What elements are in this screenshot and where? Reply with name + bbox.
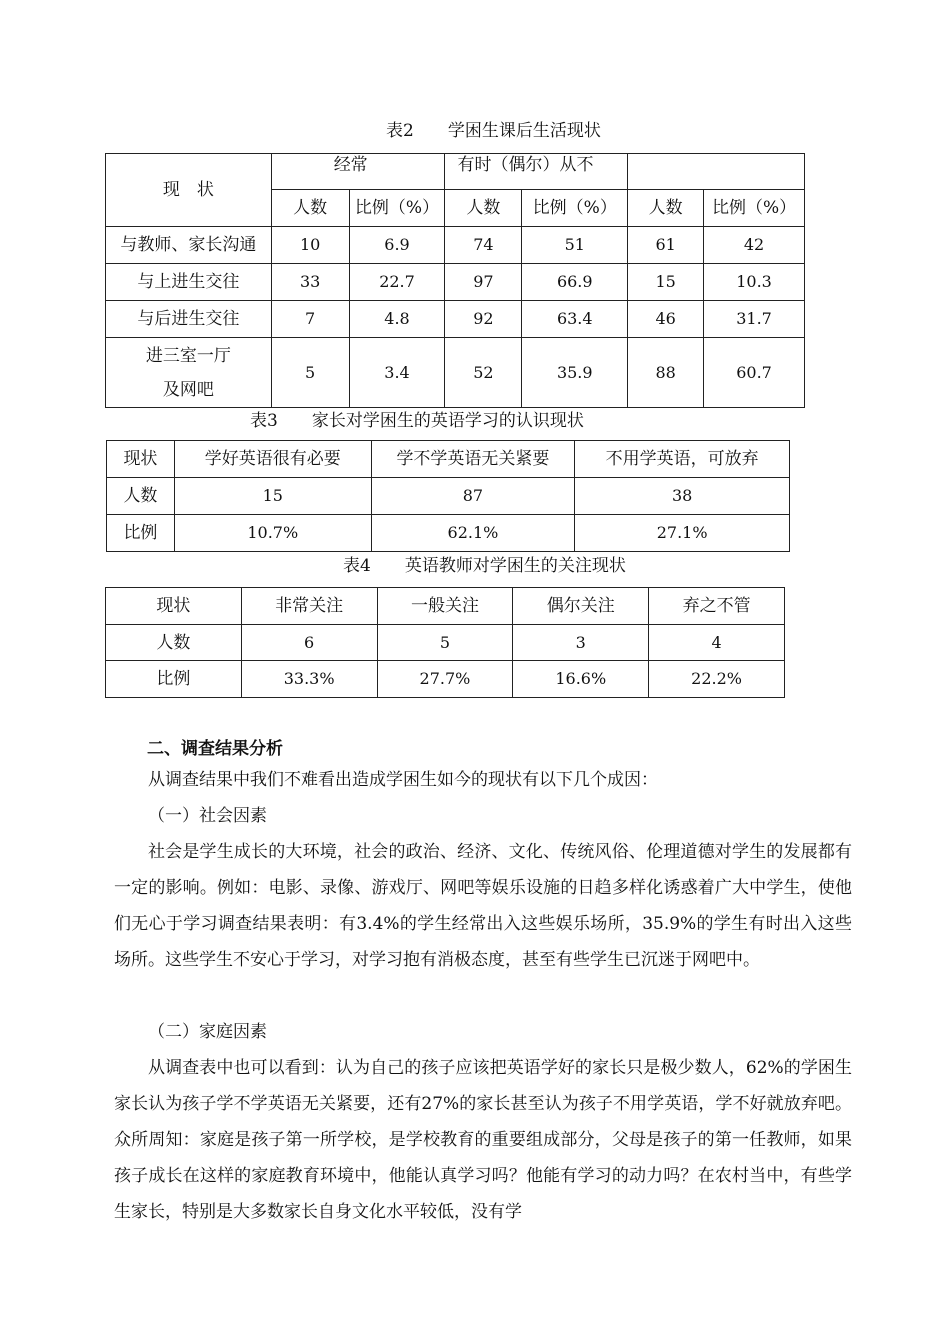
row-label: 与后进生交往	[106, 301, 272, 338]
table-header-cell: 弃之不管	[649, 588, 785, 625]
table-header-cell: 学不学英语无关紧要	[371, 441, 575, 478]
table-cell: 97	[445, 264, 522, 301]
row-label: 与教师、家长沟通	[106, 227, 272, 264]
table-cell: 87	[371, 478, 575, 515]
table2-subheader: 比例（%）	[704, 190, 805, 227]
row-label: 比例	[107, 515, 175, 552]
table-cell: 88	[628, 338, 704, 408]
subheading-family: （二）家庭因素	[148, 1022, 267, 1042]
table-row	[106, 227, 805, 264]
table-cell: 27.7%	[377, 661, 513, 698]
table-cell: 7	[271, 301, 349, 338]
paragraph-social: 社会是学生成长的大环境，社会的政治、经济、文化、传统风俗、伦理道德对学生的发展都有一定的影响。例如：电影、录像、游戏厅、网吧等娱乐设施的日趋多样化诱惑着广大中学生，使他们无心于学习调查结果表明：有3.4%的学生经常出入这些娱乐场所，35.9%的学生有时出入这些场所。这些学生不安心于学习，对学习抱有消极态度，甚至有些学生已沉迷于网吧中。	[114, 842, 852, 970]
table-cell: 74	[445, 227, 522, 264]
table3-caption: 表3 家长对学困生的英语学习的认识现状	[250, 411, 584, 431]
table2	[105, 153, 805, 408]
table-cell: 22.2%	[649, 661, 785, 698]
row-label	[106, 338, 272, 408]
table2-group-never	[628, 154, 805, 190]
row-label-line: 及网吧	[162, 379, 214, 400]
table-cell: 38	[575, 478, 790, 515]
table2-subheader: 人数	[271, 190, 349, 227]
table-cell: 3.4	[349, 338, 445, 408]
row-label-line: 进三室一厅	[145, 345, 231, 366]
table-cell: 33	[271, 264, 349, 301]
table2-subheader: 人数	[445, 190, 522, 227]
table-cell: 27.1%	[575, 515, 790, 552]
table-cell: 15	[174, 478, 371, 515]
table-header-cell: 现状	[106, 588, 242, 625]
table-cell: 6	[241, 625, 377, 661]
table-header-row	[106, 588, 785, 625]
table-cell: 51	[522, 227, 628, 264]
table-cell: 22.7	[349, 264, 445, 301]
table-cell: 31.7	[704, 301, 805, 338]
table4	[105, 587, 785, 698]
table-cell: 66.9	[522, 264, 628, 301]
table-header-cell: 不用学英语，可放弃	[575, 441, 790, 478]
table-cell: 4	[649, 625, 785, 661]
table-cell: 33.3%	[241, 661, 377, 698]
table-row	[107, 515, 790, 552]
table-cell: 61	[628, 227, 704, 264]
table-header-cell: 学好英语很有必要	[174, 441, 371, 478]
table-header-row	[107, 441, 790, 478]
table2-subheader: 人数	[628, 190, 704, 227]
table-header-cell: 现状	[107, 441, 175, 478]
table-header-cell: 偶尔关注	[513, 588, 649, 625]
table-row	[106, 625, 785, 661]
table2-caption: 表2 学困生课后生活现状	[386, 121, 601, 141]
table-cell: 10.3	[704, 264, 805, 301]
table-cell: 46	[628, 301, 704, 338]
table-cell: 63.4	[522, 301, 628, 338]
table-row	[106, 661, 785, 698]
table-row	[106, 264, 805, 301]
intro-paragraph: 从调查结果中我们不难看出造成学困生如今的现状有以下几个成因：	[148, 770, 658, 790]
table3	[106, 440, 790, 552]
table-cell: 62.1%	[371, 515, 575, 552]
table-cell: 3	[513, 625, 649, 661]
table-cell: 16.6%	[513, 661, 649, 698]
table-cell: 52	[445, 338, 522, 408]
section-heading: 二、调查结果分析	[147, 739, 283, 759]
table-row	[106, 301, 805, 338]
table-cell: 60.7	[704, 338, 805, 408]
table-cell: 5	[377, 625, 513, 661]
table-cell: 5	[271, 338, 349, 408]
table2-subheader: 比例（%）	[349, 190, 445, 227]
table4-caption: 表4 英语教师对学困生的关注现状	[343, 556, 626, 576]
table-cell: 15	[628, 264, 704, 301]
table-cell: 35.9	[522, 338, 628, 408]
row-label: 人数	[106, 625, 242, 661]
table-cell: 4.8	[349, 301, 445, 338]
table-cell: 10.7%	[174, 515, 371, 552]
table2-corner-cell: 现 状	[106, 154, 272, 227]
paragraph-family: 从调查表中也可以看到：认为自己的孩子应该把英语学好的家长只是极少数人，62%的学困生家长认为孩子学不学英语无关紧要，还有27%的家长甚至认为孩子不用学英语，学不好就放弃吧。众所周知：家庭是孩子第一所学校，是学校教育的重要组成部分，父母是孩子的第一任教师，如果孩子成长在这样的家庭教育环境中，他能认真学习吗？他能有学习的动力吗？在农村当中，有些学生家长，特别是大多数家长自身文化水平较低，没有学	[114, 1058, 852, 1222]
table2-group-sometimes: 有时（偶尔）从不	[445, 154, 628, 190]
table-row	[107, 478, 790, 515]
row-label: 人数	[107, 478, 175, 515]
table-cell: 10	[271, 227, 349, 264]
table-row	[106, 338, 805, 408]
row-label: 比例	[106, 661, 242, 698]
table-cell: 6.9	[349, 227, 445, 264]
table-header-cell: 非常关注	[241, 588, 377, 625]
subheading-social: （一）社会因素	[148, 806, 267, 826]
table2-subheader: 比例（%）	[522, 190, 628, 227]
table-cell: 42	[704, 227, 805, 264]
row-label: 与上进生交往	[106, 264, 272, 301]
table-cell: 92	[445, 301, 522, 338]
table-header-cell: 一般关注	[377, 588, 513, 625]
table2-group-often: 经常	[271, 154, 445, 190]
